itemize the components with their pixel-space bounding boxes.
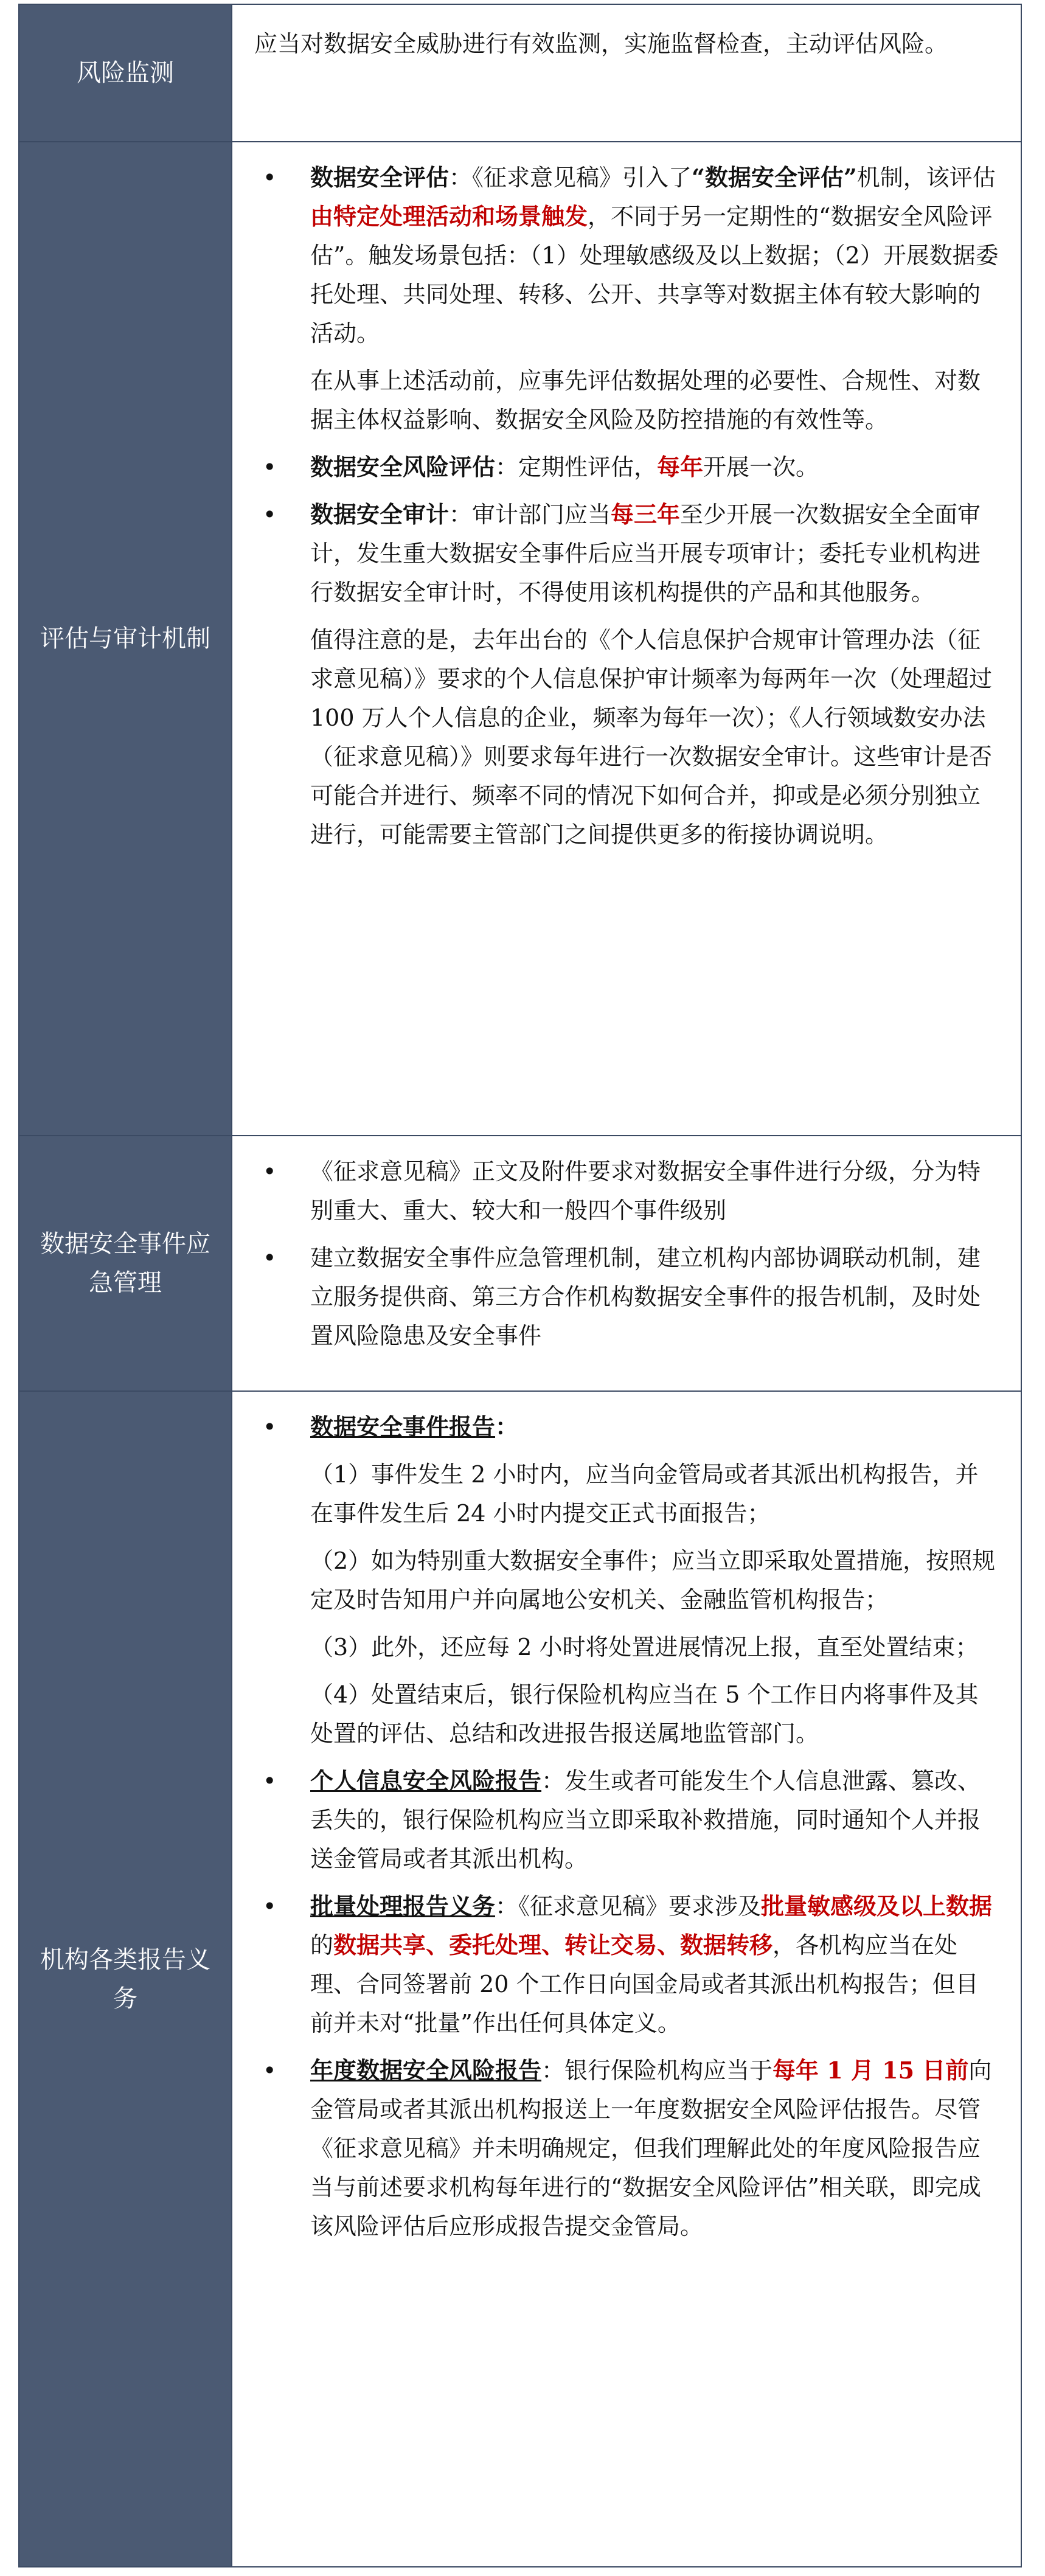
paragraph: （1）事件发生 2 小时内，应当向金管局或者其派出机构报告，并在事件发生后 24 小时内提交正式书面报告； (310, 1461, 979, 1527)
bullet-emergency-mechanism: • 建立数据安全事件应急管理机制，建立机构内部协调联动机制，建立服务提供商、第三方合作机构数据安全事件的报告机制，及时处置风险隐患及安全事件 (254, 1238, 999, 1355)
bullet-dot-icon: • (263, 1158, 277, 1185)
bullet-risk-assessment: • 数据安全风险评估：定期性评估，每年开展一次。 (254, 448, 999, 487)
bullet-annual-report: • 年度数据安全风险报告：银行保险机构应当于每年 1 月 15 日前向金管局或者其派出机构报送上一年度数据安全风险评估报告。尽管《征求意见稿》并未明确规定，但我们理解此处的年度风险报告应当与前述要求机构每年进行的“数据安全风险评估”相关联，即完成该风险评估后应形成报告提交金管局。 (254, 2051, 999, 2246)
row-content (232, 1136, 1021, 1390)
bullet-dot-icon: • (263, 164, 277, 191)
bullet-personal-info-report: • 个人信息安全风险报告：发生或者可能发生个人信息泄露、篡改、丢失的，银行保险机构应当立即采取补救措施，同时通知个人并报送金管局或者其派出机构。 (254, 1762, 999, 1878)
bullet-batch-report: • 批量处理报告义务：《征求意见稿》要求涉及批量敏感级及以上数据的数据共享、委托处理、转让交易、数据转移，各机构应当在处理、合同签署前 20 个工作日向国金局或者其派出机构报告；但目前并未对“批量”作出任何具体定义。 (254, 1887, 999, 2043)
paragraph: （4）处置结束后，银行保险机构应当在 5 个工作日内将事件及其处置的评估、总结和改进报告报送属地监管部门。 (310, 1681, 979, 1747)
bullet-dot-icon: • (263, 1768, 277, 1794)
row-label: 风险监测 (19, 5, 232, 141)
bullet-dot-icon: • (263, 1414, 277, 1440)
row-label: 机构各类报告义务 (19, 1392, 232, 2566)
row-risk-monitoring (19, 5, 1021, 141)
paragraph: 应当对数据安全威胁进行有效监测，实施监督检查，主动评估风险。 (254, 30, 948, 57)
bullet-data-security-audit: • 数据安全审计：审计部门应当每三年至少开展一次数据安全全面审计，发生重大数据安全事件后应当开展专项审计；委托专业机构进行数据安全审计时，不得使用该机构提供的产品和其他服务。 (254, 495, 999, 612)
paragraph: 值得注意的是，去年出台的《个人信息保护合规审计管理办法（征求意见稿）》要求的个人信息保护审计频率为每两年一次（处理超过 100 万人个人信息的企业，频率为每年一次）；《人行领域数安办法（征求意见稿）》则要求每年进行一次数据安全审计。这些审计是否可能合并进行、频率不同的情况下如何合并，抑或是必须分别独立进行，可能需要主管部门之间提供更多的衔接协调说明。 (310, 627, 993, 848)
row-reporting-obligations (19, 1390, 1021, 2566)
row-content (232, 1392, 1021, 2566)
row-label: 数据安全事件应急管理 (19, 1136, 232, 1390)
bullet-dot-icon: • (263, 1245, 277, 1271)
paragraph: 在从事上述活动前，应事先评估数据处理的必要性、合规性、对数据主体权益影响、数据安全风险及防控措施的有效性等。 (310, 367, 981, 433)
bullet-data-security-assessment: • 数据安全评估：《征求意见稿》引入了“数据安全评估”机制，该评估由特定处理活动和场景触发，不同于另一定期性的“数据安全风险评估”。触发场景包括：（1）处理敏感级及以上数据；（2）开展数据委托处理、共同处理、转移、公开、共享等对数据主体有较大影响的活动。 (254, 158, 999, 353)
row-label: 评估与审计机制 (19, 142, 232, 1135)
bullet-dot-icon: • (263, 501, 277, 528)
bullet-dot-icon: • (263, 1893, 277, 1920)
row-content (232, 5, 1021, 141)
bullet-incident-report: • 数据安全事件报告： (254, 1408, 999, 1446)
regulation-table (18, 4, 1022, 2567)
bullet-dot-icon: • (263, 454, 277, 481)
row-content (232, 142, 1021, 1135)
row-assessment-audit (19, 141, 1021, 1135)
paragraph: （3）此外，还应每 2 小时将处置进展情况上报，直至处置结束； (310, 1634, 979, 1661)
bullet-incident-grading: • 《征求意见稿》正文及附件要求对数据安全事件进行分级，分为特别重大、重大、较大和一般四个事件级别 (254, 1152, 999, 1230)
paragraph: （2）如为特别重大数据安全事件；应当立即采取处置措施，按照规定及时告知用户并向属地公安机关、金融监管机构报告； (310, 1547, 996, 1613)
row-incident-emergency (19, 1135, 1021, 1390)
bullet-dot-icon: • (263, 2057, 277, 2084)
